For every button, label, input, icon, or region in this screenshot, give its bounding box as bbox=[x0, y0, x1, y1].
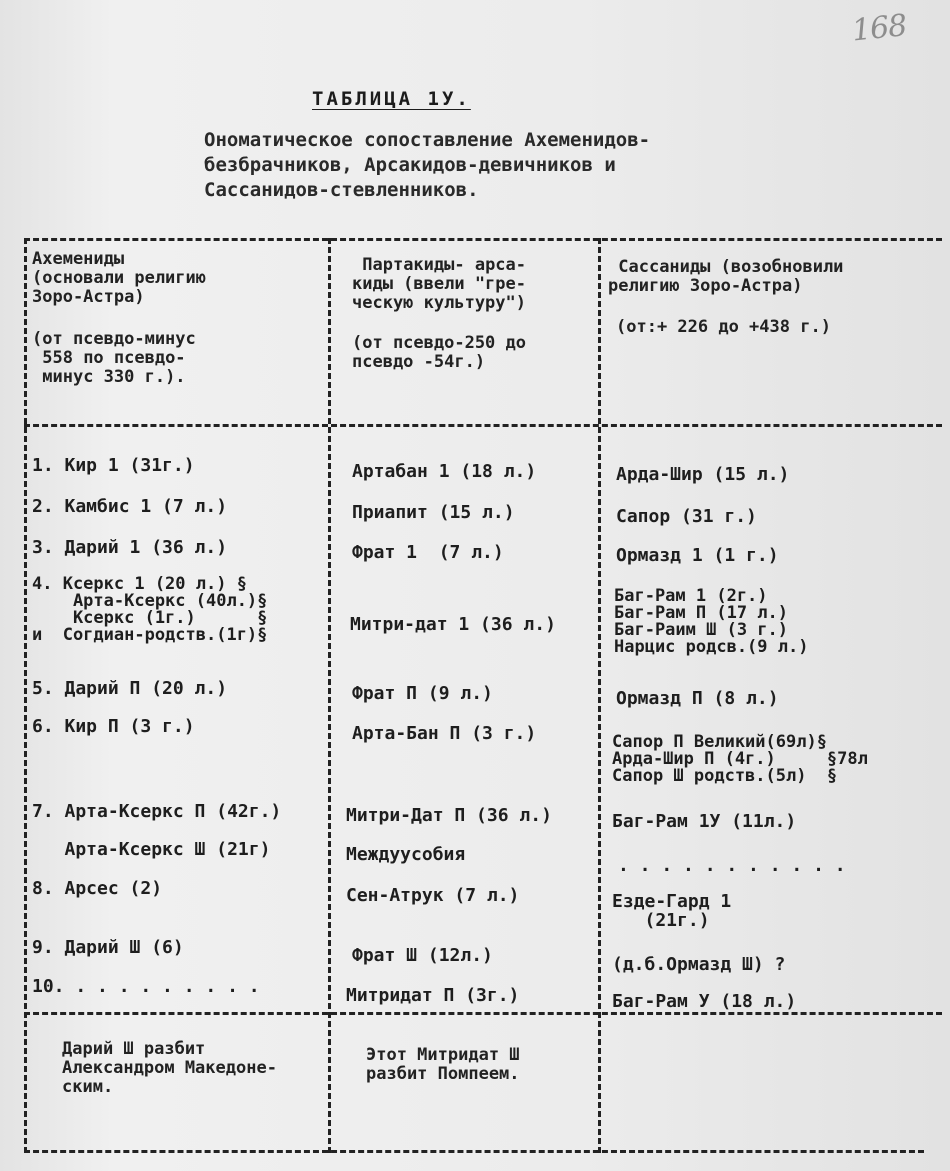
achaemenid-row-3: 3. Дарий 1 (36 л.) bbox=[32, 537, 228, 558]
sassanid-row-2: Сапор (31 г.) bbox=[616, 506, 757, 527]
achaemenid-row-1: 1. Кир 1 (31г.) bbox=[32, 455, 195, 476]
sassanid-row-5: Ормазд П (8 л.) bbox=[616, 688, 779, 709]
parthian-row-6: Арта-Бан П (3 г.) bbox=[352, 723, 537, 744]
header-parthians-dates: (от псевдо-250 до псевдо -54г.) bbox=[352, 333, 526, 372]
parthian-row-11: Митридат П (3г.) bbox=[346, 985, 520, 1006]
sassanid-row-4: Баг-Рам 1 (2г.) Баг-Рам П (17 л.) Баг-Раим Ш (3 г.) Нарцис родсв.(9 л.) bbox=[614, 586, 809, 657]
achaemenid-row-9: 9. Дарий Ш (6) bbox=[32, 937, 184, 958]
achaemenid-row-4: 4. Ксеркс 1 (20 л.) § Арта-Ксеркс (40л.)§ Ксеркс (1г.) § и Согдиан-родств.(1г)§ bbox=[32, 574, 268, 645]
sassanid-row-8: . . . . . . . . . . . bbox=[618, 855, 846, 876]
achaemenid-row-2: 2. Камбис 1 (7 л.) bbox=[32, 496, 228, 517]
header-sassanids-dates: (от:+ 226 до +438 г.) bbox=[616, 317, 831, 337]
parthian-row-1: Артабан 1 (18 л.) bbox=[352, 461, 537, 482]
sassanid-row-3: Ормазд 1 (1 г.) bbox=[616, 545, 779, 566]
column-divider-1 bbox=[328, 238, 331, 1153]
achaemenid-row-10: 10. . . . . . . . . . bbox=[32, 976, 260, 997]
column-divider-2 bbox=[598, 238, 601, 1153]
parthian-row-4: Митри-дат 1 (36 л.) bbox=[350, 614, 556, 635]
parthian-row-9: Сен-Атрук (7 л.) bbox=[346, 885, 520, 906]
achaemenid-row-6: 6. Кир П (3 г.) bbox=[32, 716, 195, 737]
sassanid-row-7: Баг-Рам 1У (11л.) bbox=[612, 811, 797, 832]
sassanid-row-10: (д.б.Ормазд Ш) ? bbox=[612, 954, 786, 975]
sassanid-row-9: Езде-Гард 1 (21г.) bbox=[612, 891, 732, 931]
parthian-row-8: Междуусобия bbox=[346, 844, 466, 865]
header-parthians: Партакиды- арса- киды (ввели "гре- ческую культуру") bbox=[352, 255, 527, 313]
achaemenid-row-7b: Арта-Ксеркс Ш (21г) bbox=[32, 839, 271, 860]
sassanid-row-11: Баг-Рам У (18 л.) bbox=[612, 991, 797, 1012]
parthian-row-5: Фрат П (9 л.) bbox=[352, 683, 493, 704]
parthian-row-10: Фрат Ш (12л.) bbox=[352, 945, 493, 966]
table-bottom-border bbox=[24, 1150, 924, 1153]
table-top-border bbox=[24, 238, 942, 241]
footer-divider bbox=[24, 1012, 942, 1015]
sassanid-row-1: Арда-Шир (15 л.) bbox=[616, 464, 790, 485]
footer-note-parthians: Этот Митридат Ш разбит Помпеем. bbox=[366, 1045, 520, 1084]
page-number: 168 bbox=[850, 8, 908, 49]
parthian-row-7: Митри-Дат П (36 л.) bbox=[346, 805, 552, 826]
subtitle-line: Ономатическое сопоставление Ахеменидов- bbox=[204, 129, 651, 151]
table-left-border bbox=[24, 238, 27, 1153]
achaemenid-row-5: 5. Дарий П (20 л.) bbox=[32, 678, 228, 699]
table-subtitle bbox=[204, 128, 764, 203]
achaemenid-row-8: 8. Арсес (2) bbox=[32, 878, 163, 899]
header-sassanids: Сассаниды (возобновили религию Зоро-Астра) bbox=[608, 257, 844, 296]
achaemenid-row-7: 7. Арта-Ксеркс П (42г.) bbox=[32, 801, 282, 822]
header-achaemenids-dates: (от псевдо-минус 558 по псевдо- минус 330 г.). bbox=[32, 329, 196, 387]
table-title: ТАБЛИЦА 1У. bbox=[312, 88, 471, 110]
parthian-row-3: Фрат 1 (7 л.) bbox=[352, 542, 504, 563]
sassanid-row-6: Сапор П Великий(69л)§ Арда-Шир П (4г.) §78л Сапор Ш родств.(5л) § bbox=[612, 732, 868, 786]
subtitle-line: Сассанидов-стевленников. bbox=[204, 179, 479, 201]
header-divider bbox=[24, 424, 942, 427]
parthian-row-2: Приапит (15 л.) bbox=[352, 502, 515, 523]
header-achaemenids: Ахемениды (основали религию Зоро-Астра) bbox=[32, 249, 206, 307]
subtitle-line: безбрачников, Арсакидов-девичников и bbox=[204, 154, 616, 176]
footer-note-achaemenids: Дарий Ш разбит Александром Македоне- ским. bbox=[62, 1039, 277, 1097]
